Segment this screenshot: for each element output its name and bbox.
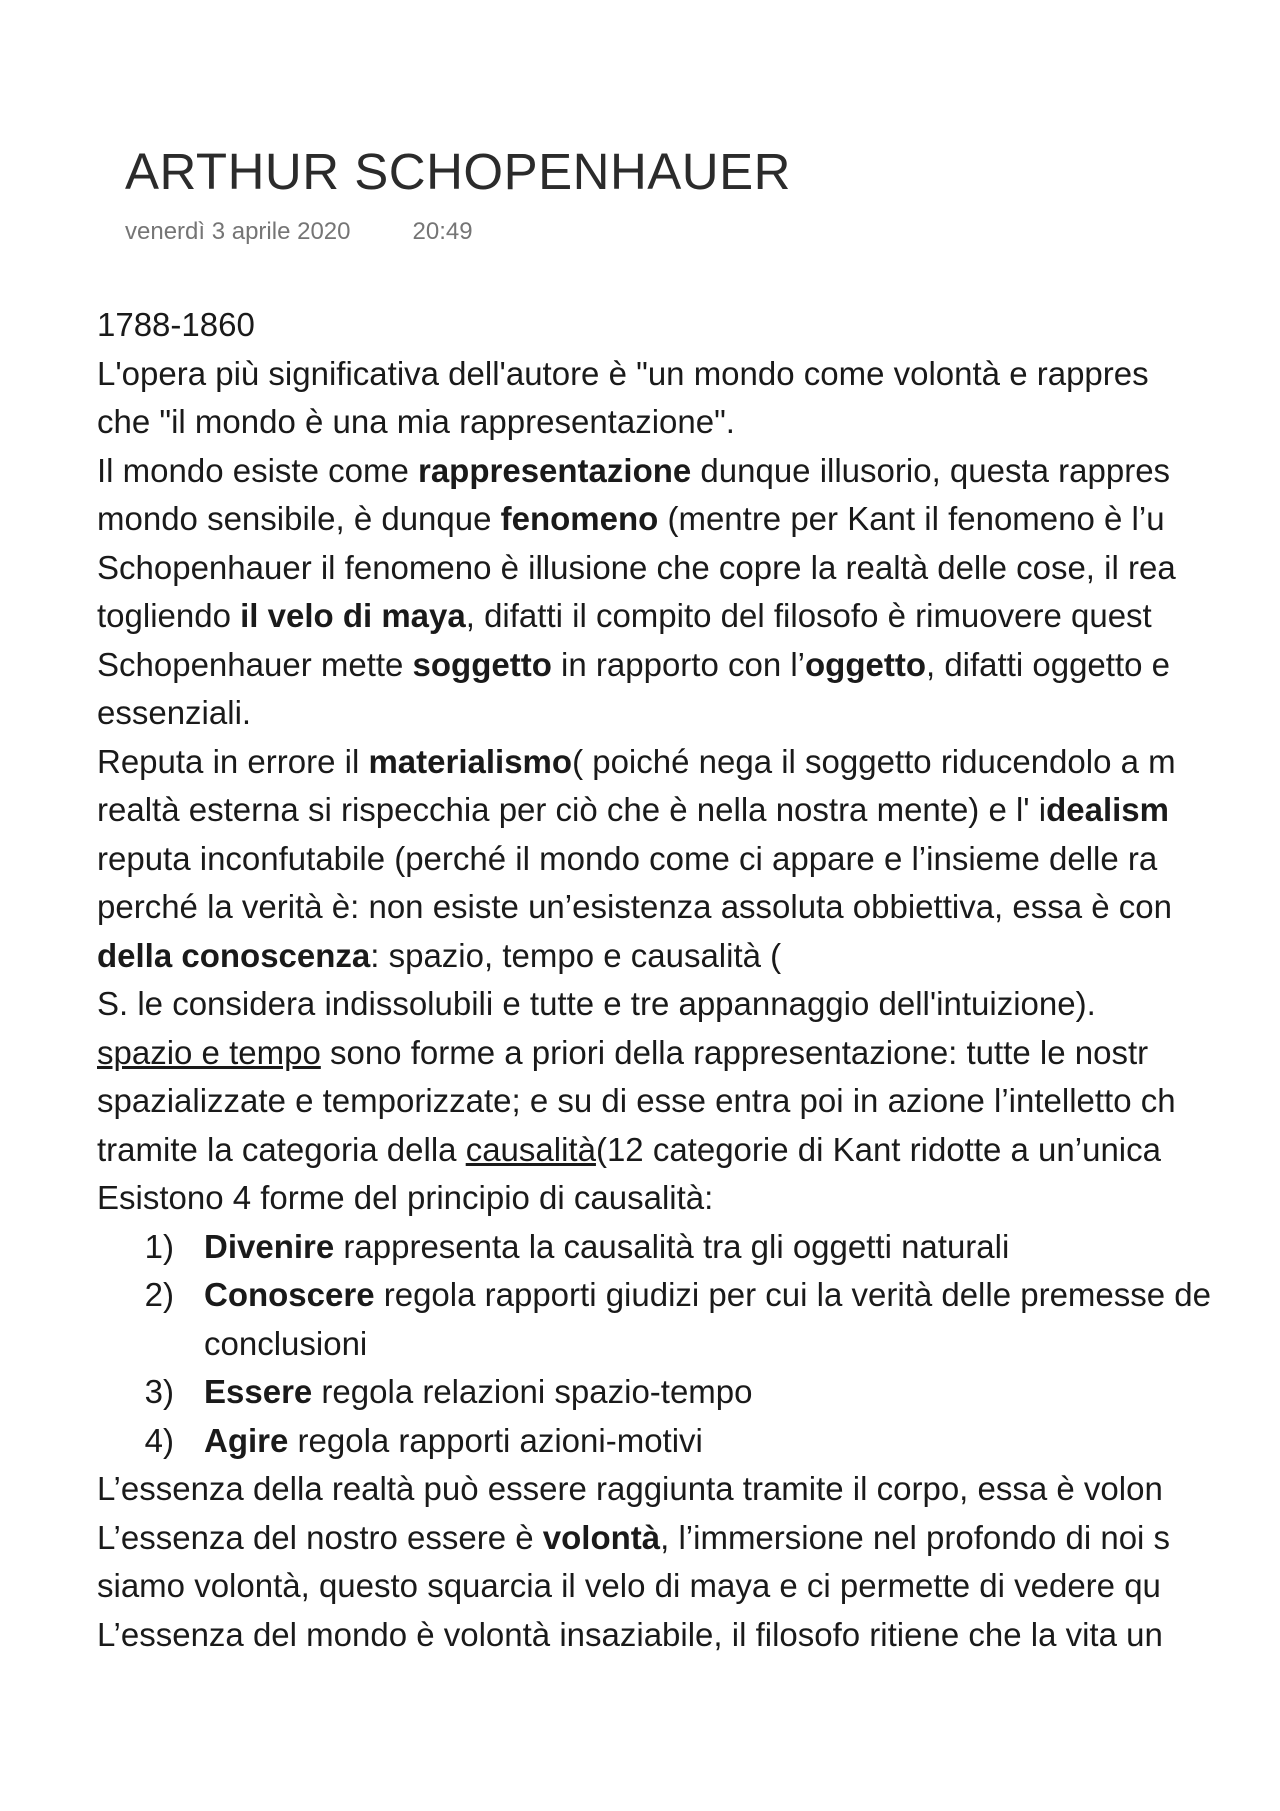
list-item: 4) Agire regola rapporti azioni-motivi	[144, 1421, 703, 1459]
list-item: 3) Essere regola relazioni spazio-tempo	[144, 1373, 753, 1410]
text-line: mondo sensibile, è dunque fenomeno (mentre per Kant il fenomeno è l’u	[97, 500, 1165, 537]
text-line: S. le considera indissolubili e tutte e tre appannaggio dell'intuizione).	[97, 985, 1096, 1022]
text-line: L'opera più significativa dell'autore è "un mondo come volontà e rappres	[97, 354, 1149, 392]
list-item: 2) Conoscere regola rapporti giudizi per cui la verità delle premesse de	[144, 1276, 1212, 1313]
text-line: spazio e tempo sono forme a priori della rappresentazione: tutte le nostr	[97, 1033, 1149, 1071]
text-line: L’essenza del nostro essere è volontà, l’immersione nel profondo di noi s	[97, 1518, 1171, 1556]
text-line: realtà esterna si rispecchia per ciò che è nella nostra mente) e l' idealism	[97, 791, 1170, 828]
list-item: 1) Divenire rappresenta la causalità tra gli oggetti naturali	[144, 1227, 1010, 1265]
text-line: Schopenhauer mette soggetto in rapporto con l’oggetto, difatti oggetto e	[97, 645, 1170, 683]
text-line: perché la verità è: non esiste un’esistenza assoluta obbiettiva, essa è con	[97, 888, 1172, 925]
text-line: tramite la categoria della causalità(12 categorie di Kant ridotte a un’unica	[97, 1130, 1161, 1168]
text-line: Reputa in errore il materialismo( poiché nega il soggetto riducendolo a m	[97, 742, 1176, 780]
text-line: siamo volontà, questo squarcia il velo di maya e ci permette di vedere qu	[97, 1567, 1161, 1604]
note-metadata	[125, 218, 473, 246]
list-item-continuation: conclusioni	[204, 1324, 368, 1362]
note-date: venerdì 3 aprile 2020	[125, 218, 351, 245]
text-line: della conoscenza: spazio, tempo e causalità (	[97, 936, 782, 974]
text-line: reputa inconfutabile (perché il mondo come ci appare e l’insieme delle ra	[97, 839, 1158, 877]
text-line: Esistono 4 forme del principio di causalità:	[97, 1179, 714, 1216]
text-line: essenziali.	[97, 694, 252, 731]
text-line: togliendo il velo di maya, difatti il compito del filosofo è rimuovere quest	[97, 597, 1152, 634]
text-line: Il mondo esiste come rappresentazione dunque illusorio, questa rappres	[97, 451, 1171, 489]
text-line: spazializzate e temporizzate; e su di esse entra poi in azione l’intelletto ch	[97, 1082, 1176, 1119]
note-body[interactable]	[97, 301, 1280, 1659]
text-line: L’essenza della realtà può essere raggiunta tramite il corpo, essa è volon	[97, 1470, 1163, 1507]
page-title: ARTHUR SCHOPENHAUER	[125, 143, 791, 200]
text-line: L’essenza del mondo è volontà insaziabile, il filosofo ritiene che la vita un	[97, 1615, 1163, 1653]
text-line: 1788-1860	[97, 306, 255, 343]
note-time: 20:49	[412, 218, 473, 245]
text-line: Schopenhauer il fenomeno è illusione che copre la realtà delle cose, il rea	[97, 548, 1176, 586]
text-line: che "il mondo è una mia rappresentazione".	[97, 403, 735, 440]
